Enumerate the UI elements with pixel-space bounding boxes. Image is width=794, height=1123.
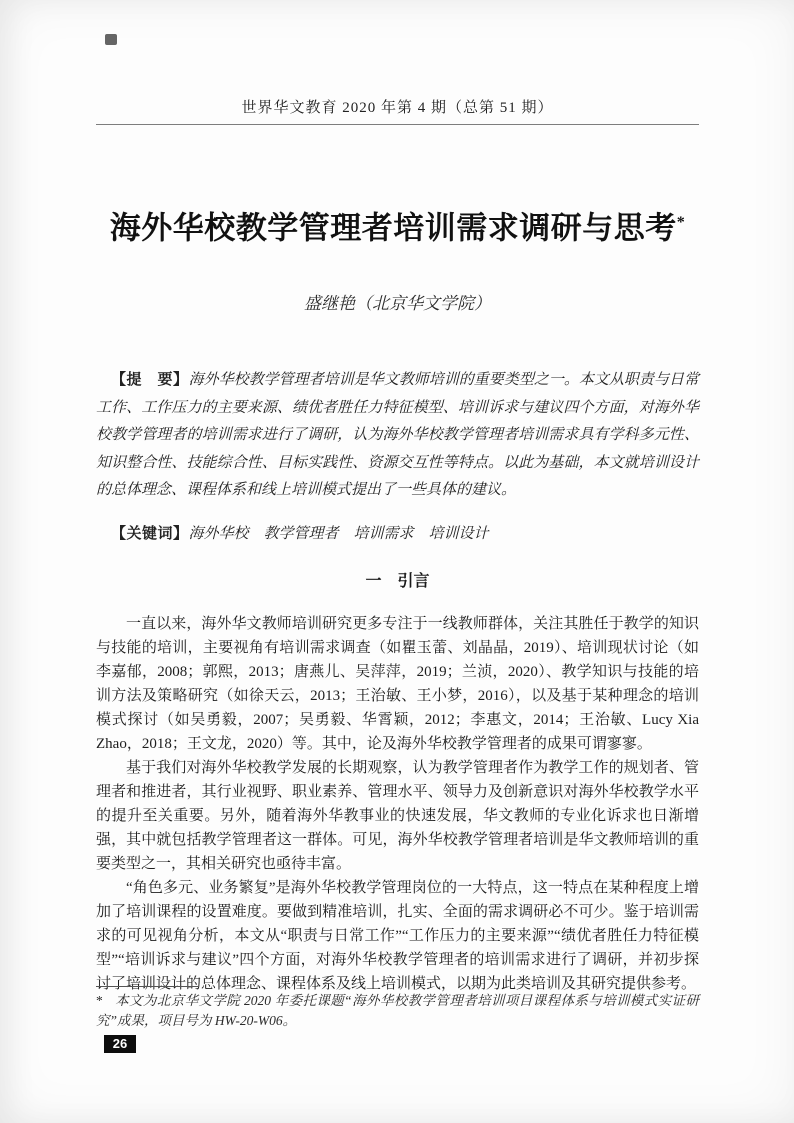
page-number: 26 [104,1035,136,1053]
footnote-marker: * [96,993,103,1008]
header-divider [96,124,699,125]
keywords-text: 海外华校 教学管理者 培训需求 培训设计 [188,525,489,542]
paper-title [96,201,699,250]
keywords-label: 【关键词】 [111,524,189,542]
footnote-area [96,986,699,1031]
scan-artifact-mark [105,34,117,45]
byline [96,292,699,316]
abstract-text: 海外华校教学管理者培训是华文教师培训的重要类型之一。本文从职责与日常工作、工作压力的主要来源、绩优者胜任力特征模型、培训诉求与建议四个方面，对海外华校教学管理者的培训需求进行了调研，认为海外华校教学管理者培训需求具有学科多元性、知识整合性、技能综合性、目标实践性、资源交互性等特点。以此为基础，本文就培训设计的总体理念、课程体系和线上培训模式提出了一些具体的建议。 [96,372,699,499]
body-paragraph-1: 一直以来，海外华文教师培训研究更多专注于一线教师群体，关注其胜任于教学的知识与技能的培训，主要视角有培训需求调查（如瞿玉蕾、刘晶晶，2019）、培训现状讨论（如李嘉郁，2008；郭熙，2013；唐燕儿、吴萍萍，2019；兰浈，2020）、教学知识与技能的培训方法及策略研究（如徐天云，2013；王治敏、王小梦，2016），以及基于某种理念的培训模式探讨（如吴勇毅，2007；吴勇毅、华霄颖，2012；李惠文，2014；王治敏、Lucy Xia Zhao，2018；王文龙，2020）等。其中，论及海外华校教学管理者的成果可谓寥寥。 [96,616,699,753]
keywords [96,520,699,549]
footnote-divider [96,986,198,987]
body-paragraph-2: 基于我们对海外华校教学发展的长期观察，认为教学管理者作为教学工作的规划者、管理者和推进者，其行业视野、职业素养、管理水平、领导力及创新意识对海外华校教学水平的提升至关重要。另外，随着海外华教事业的快速发展，华文教师的专业化诉求也日渐增强，其中就包括教学管理者这一群体。可见，海外华校教学管理者培训是华文教师培训的重要类型之一，其相关研究也亟待丰富。 [96,760,699,873]
abstract [96,366,699,505]
paper-title-text: 海外华校教学管理者培训需求调研与思考 [109,210,677,246]
author-name: 盛继艳 [304,294,355,314]
abstract-label: 【提 要】 [111,371,189,389]
footnote-text: 本文为北京华文学院 2020 年委托课题“海外华校教学管理者培训项目课程体系与培训模式实证研究”成果，项目号为 HW-20-W06。 [96,993,699,1028]
body-text [96,612,699,996]
section-heading-introduction: 一 引言 [365,573,430,591]
journal-header: 世界华文教育 2020 年第 4 期（总第 51 期） [241,100,554,116]
author-affiliation: （北京华文学院） [355,294,491,314]
title-footnote-marker: * [676,214,686,231]
footnote [96,991,699,1031]
body-paragraph-3: “角色多元、业务繁复”是海外华校教学管理岗位的一大特点，这一特点在某种程度上增加了培训课程的设置难度。要做到精准培训，扎实、全面的需求调研必不可少。鉴于培训需求的可见视角分析，本文从“职责与日常工作”“工作压力的主要来源”“绩优者胜任力特征模型”“培训诉求与建议”四个方面，对海外华校教学管理者的培训需求进行了调研，并初步探讨了培训设计的总体理念、课程体系及线上培训模式，以期为此类培训及其研究提供参考。 [96,880,699,993]
